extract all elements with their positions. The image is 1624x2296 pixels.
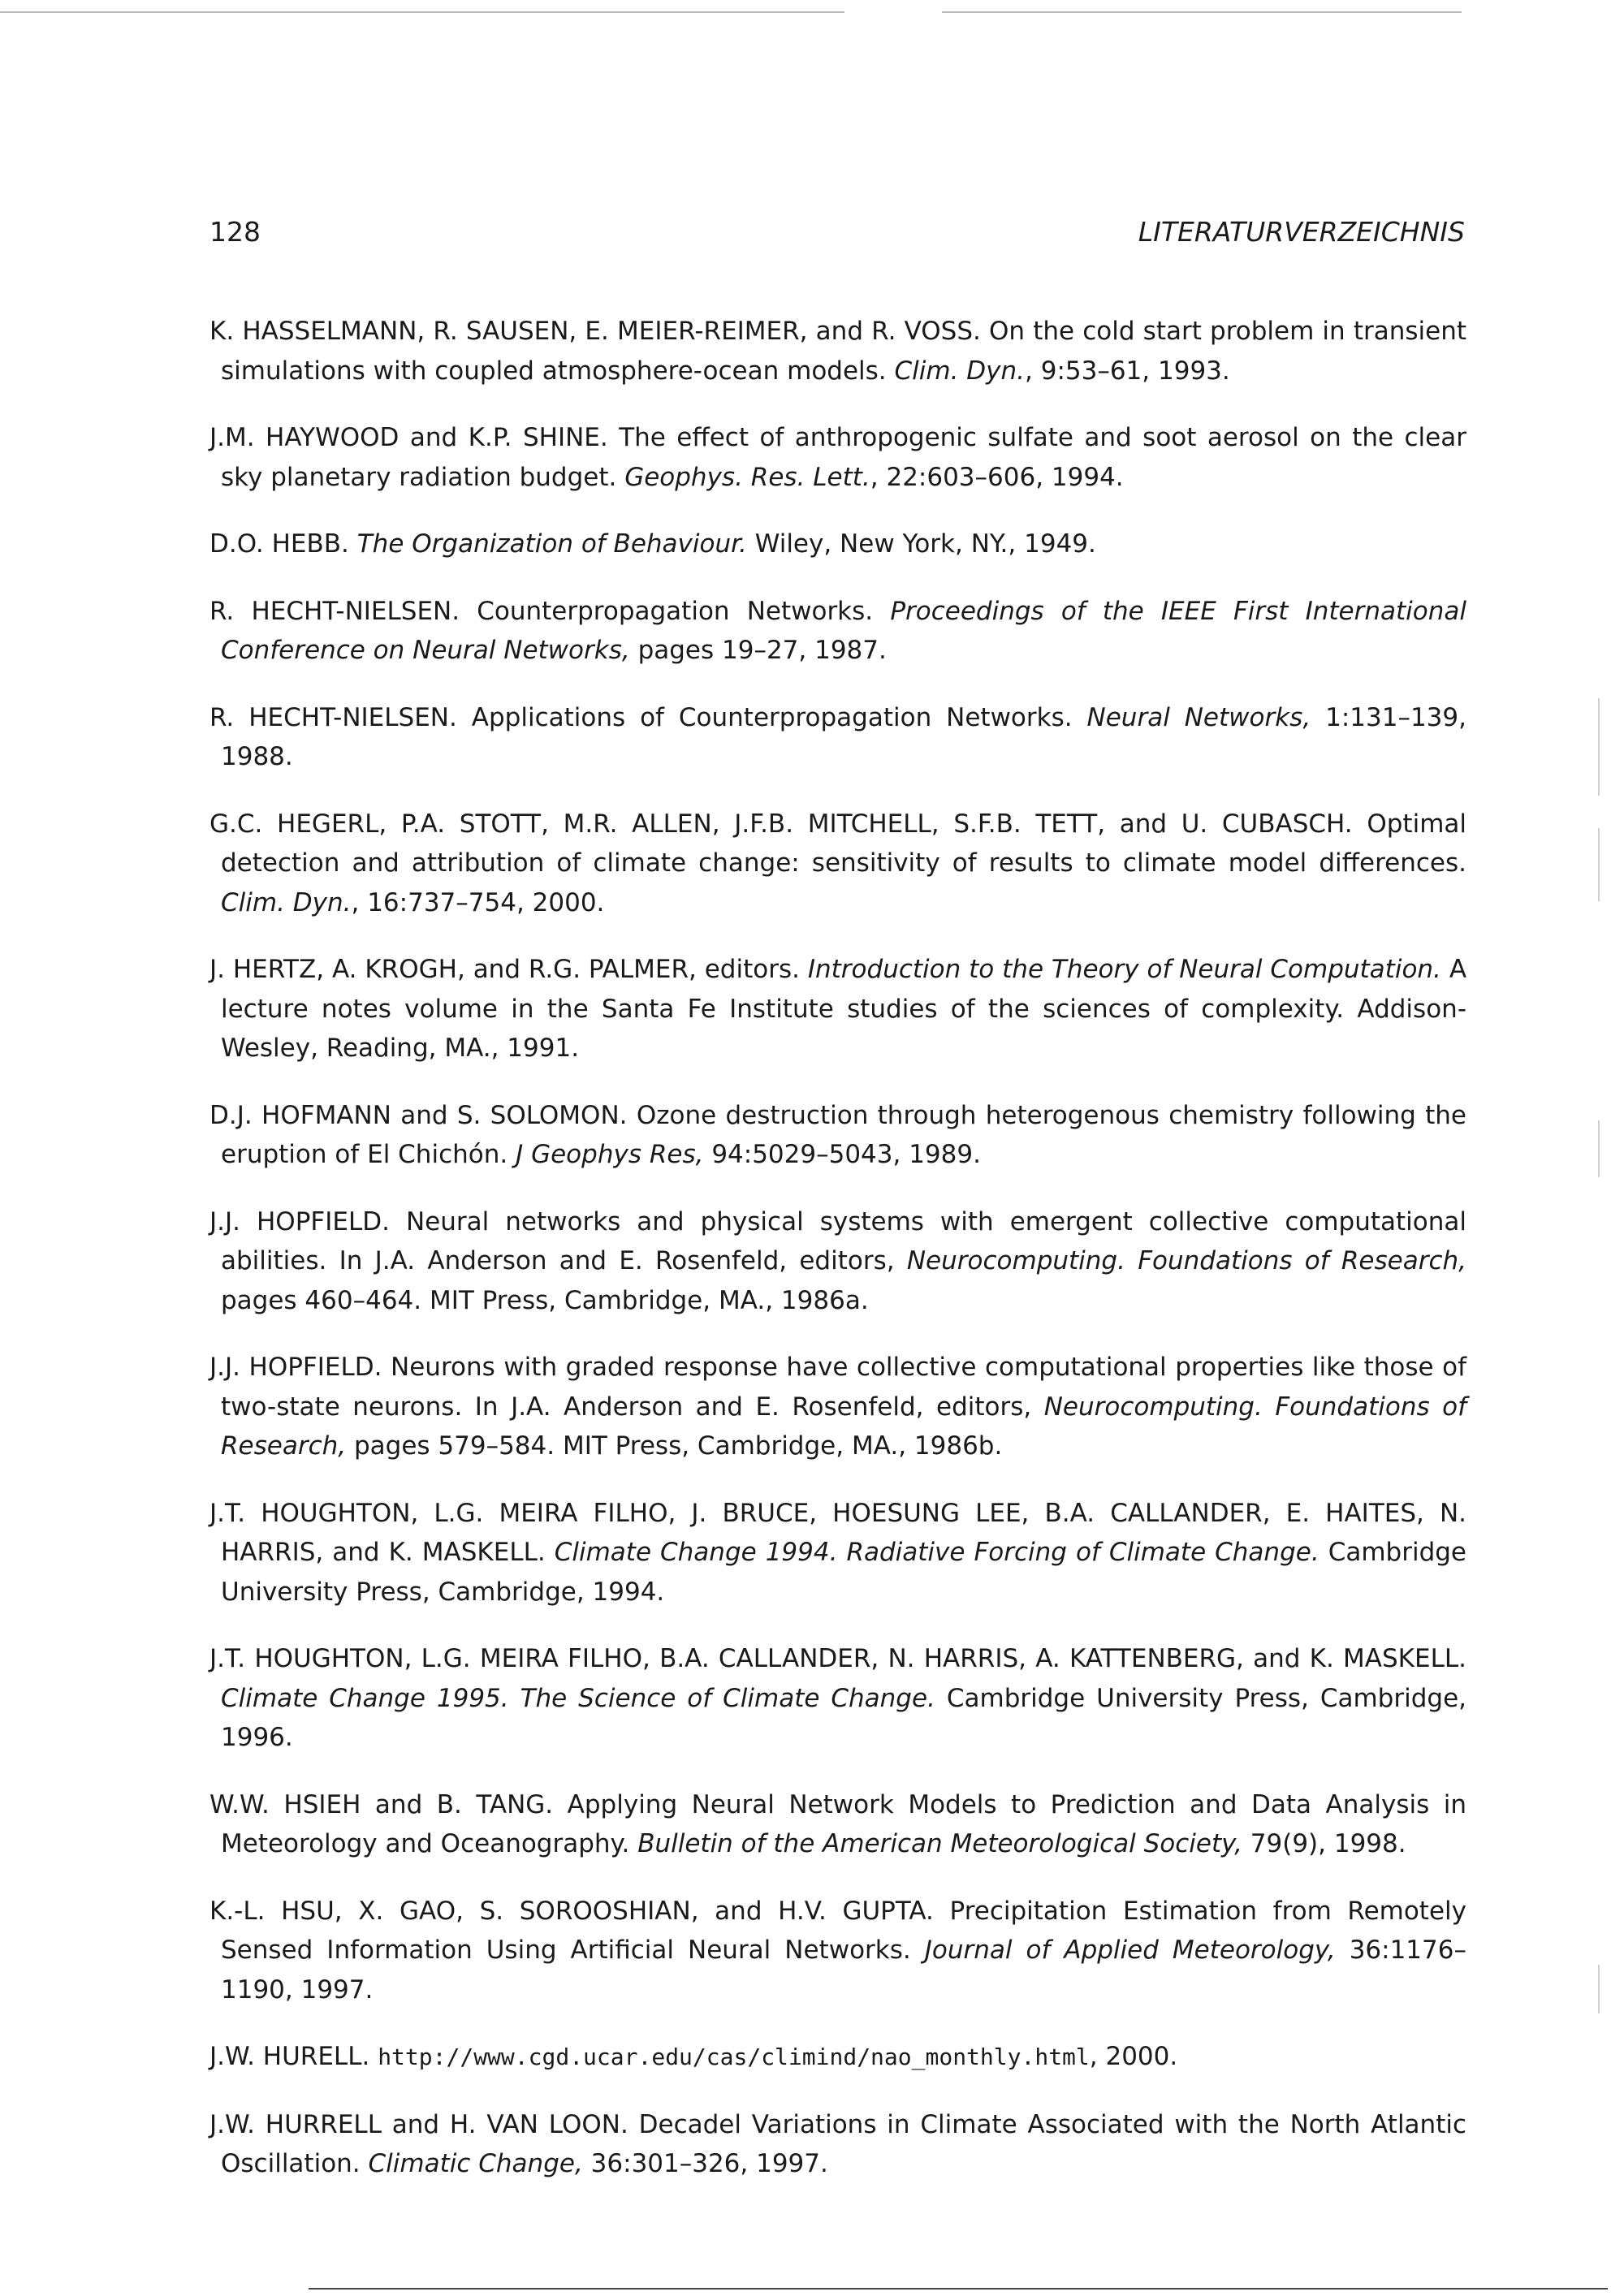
reference-entry [209,1096,1466,1175]
reference-details: pages 460–464. MIT Press, Cambridge, MA., 1986a. [221,1285,869,1315]
reference-authors: K.-L. HSU, X. GAO, S. SOROOSHIAN, and H.V. GUPTA. [209,1896,934,1926]
reference-title: Precipitation Estimation from Remotely Sensed Information Using Artificial Neural Networks. [221,1896,1466,1965]
reference-details: pages 19–27, 1987. [637,636,887,665]
reference-venue: Geophys. Res. Lett. [624,462,870,492]
reference-title: Decadel Variations in Climate Associated with the North Atlantic Oscillation. [221,2109,1467,2178]
reference-details: 79(9), 1998. [1250,1829,1406,1858]
scan-edge-right-line [1598,1120,1600,1177]
reference-venue: Climatic Change, [368,2149,583,2178]
reference-venue: Neurocomputing. Foundations of Research, [906,1246,1466,1275]
reference-authors: J.T. HOUGHTON, L.G. MEIRA FILHO, B.A. CALLANDER, N. HARRIS, A. KATTENBERG, and K. MASKELL. [209,1644,1466,1673]
reference-entry [209,592,1466,671]
reference-venue: The Organization of Behaviour. [356,529,747,559]
reference-title: Applying Neural Network Models to Prediction and Data Analysis in Meteorology and Oceanography. [221,1789,1466,1858]
reference-title: Counterpropagation Networks. [477,596,874,626]
reference-details: 1:131–139, 1988. [221,702,1466,771]
scan-edge-top-line [942,11,1462,13]
reference-details: , 16:737–754, 2000. [351,887,605,917]
reference-venue: Clim. Dyn. [894,356,1026,386]
reference-list [209,312,1466,2184]
scan-edge-bottom-line [309,2288,1608,2290]
reference-authors: D.J. HOFMANN and S. SOLOMON. [209,1100,628,1130]
reference-authors: J.W. HURELL. [209,2042,370,2071]
reference-entry [209,698,1466,777]
scan-edge-right-line [1598,698,1600,796]
reference-authors: J.M. HAYWOOD and K.P. SHINE. [209,423,608,452]
reference-authors: G.C. HEGERL, P.A. STOTT, M.R. ALLEN, J.F.B. MITCHELL, S.F.B. TETT, and U. CUBASCH. [209,809,1353,839]
reference-venue: Clim. Dyn. [221,887,352,917]
reference-title: Neural networks and physical systems with emergent collective computational abilities. In J.A. Anderson and E. Rosenfeld, editors, [221,1206,1467,1275]
scan-edge-right-line [1598,828,1600,901]
reference-venue: Bulletin of the American Meteorological Society, [637,1829,1242,1858]
reference-details: , 22:603–606, 1994. [870,462,1124,492]
reference-url[interactable]: http://www.cgd.ucar.edu/cas/climind/nao_monthly.html [378,2044,1090,2070]
reference-entry [209,950,1466,1068]
reference-authors: J.T. HOUGHTON, L.G. MEIRA FILHO, J. BRUCE, HOESUNG LEE, B.A. CALLANDER, E. HAITES, N. HARRIS, and K. MASKELL. [209,1498,1466,1567]
reference-title: The effect of anthropogenic sulfate and soot aerosol on the clear sky planetary radiation budget. [221,423,1466,492]
reference-authors: R. HECHT-NIELSEN. [209,596,460,626]
scan-edge-right-line [1598,1965,1600,2013]
reference-authors: D.O. HEBB. [209,529,349,559]
reference-entry [209,1785,1466,1864]
reference-title: Neurons with graded response have collective computational properties like those of two-state neurons. In J.A. Anderson and E. Rosenfeld, editors, [221,1353,1467,1422]
reference-title: On the cold start problem in transient simulations with coupled atmosphere-ocean models. [221,317,1467,386]
reference-details: 94:5029–5043, 1989. [711,1140,981,1169]
reference-venue: Introduction to the Theory of Neural Computation. [807,955,1441,984]
reference-entry [209,2037,1466,2078]
reference-venue: Climate Change 1994. Radiative Forcing of Climate Change. [554,1538,1320,1567]
reference-entry [209,1348,1466,1466]
reference-entry [209,1892,1466,2010]
reference-authors: J. HERTZ, A. KROGH, and R.G. PALMER, editors. [209,955,800,984]
reference-entry [209,2105,1466,2184]
reference-authors: J.J. HOPFIELD. [209,1353,382,1382]
reference-venue: Proceedings of the IEEE First International Conference on Neural Networks, [221,596,1466,665]
reference-venue: Journal of Applied Meteorology, [924,1936,1336,1965]
running-head: LITERATURVERZEICHNIS [1138,216,1465,248]
reference-details: Cambridge University Press, Cambridge, 1994. [221,1538,1466,1607]
page-header [209,213,1465,252]
reference-authors: J.J. HOPFIELD. [209,1206,390,1236]
reference-venue: Climate Change 1995. The Science of Climate Change. [221,1683,935,1713]
reference-venue: Neurocomputing. Foundations of Research, [221,1392,1466,1461]
reference-entry [209,805,1466,923]
reference-venue: J Geophys Res, [516,1140,704,1169]
reference-entry [209,312,1466,391]
reference-title: Optimal detection and attribution of climate change: sensitivity of results to climate model differences. [221,809,1466,878]
reference-details: 36:301–326, 1997. [590,2149,828,2178]
reference-entry [209,1202,1466,1321]
reference-authors: R. HECHT-NIELSEN. [209,702,457,732]
reference-details: Cambridge University Press, Cambridge, 1996. [221,1683,1467,1752]
reference-entry [209,524,1466,564]
reference-authors: K. HASSELMANN, R. SAUSEN, E. MEIER-REIMER, and R. VOSS. [209,317,981,346]
scan-edge-top-line [0,11,844,13]
reference-entry [209,418,1466,497]
reference-details: 36:1176–1190, 1997. [221,1936,1466,2005]
reference-title: Applications of Counterpropagation Networks. [471,702,1073,732]
reference-title: Ozone destruction through heterogenous chemistry following the eruption of El Chichón. [221,1100,1467,1169]
reference-authors: W.W. HSIEH and B. TANG. [209,1789,554,1819]
page-number: 128 [209,216,261,248]
reference-authors: J.W. HURRELL and H. VAN LOON. [209,2109,628,2139]
reference-entry [209,1494,1466,1612]
reference-details: A lecture notes volume in the Santa Fe Institute studies of the sciences of complexity. Addison-Wesley, Reading, MA., 1991. [221,955,1467,1063]
reference-details: , 2000. [1089,2042,1178,2071]
reference-details: pages 579–584. MIT Press, Cambridge, MA., 1986b. [353,1431,1003,1461]
reference-details: , 9:53–61, 1993. [1025,356,1230,386]
reference-venue: Neural Networks, [1086,702,1311,732]
reference-entry [209,1639,1466,1758]
reference-details: Wiley, New York, NY., 1949. [754,529,1096,559]
